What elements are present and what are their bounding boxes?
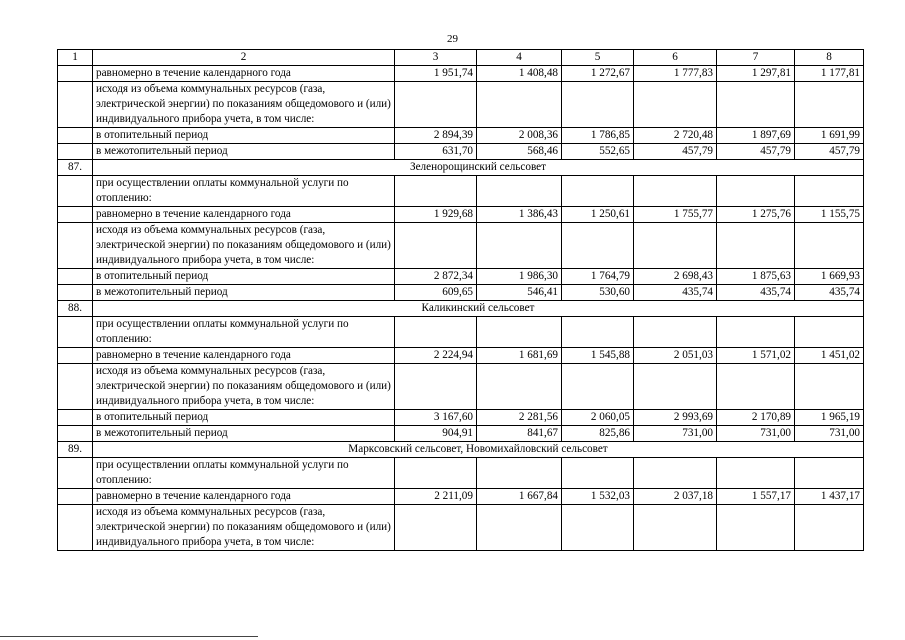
value-cell: 1 437,17: [795, 489, 864, 505]
value-cell: [562, 317, 634, 348]
value-cell: [634, 176, 717, 207]
row-number-cell: [58, 128, 93, 144]
table-row-text: [58, 317, 864, 348]
value-cell: 2 993,69: [634, 410, 717, 426]
value-cell: [634, 317, 717, 348]
row-label: в отопительный период: [93, 128, 395, 144]
row-label: в межотопительный период: [93, 426, 395, 442]
value-cell: [562, 458, 634, 489]
value-cell: 1 897,69: [717, 128, 795, 144]
table-row-text: [58, 505, 864, 551]
value-cell: [562, 364, 634, 410]
value-cell: [395, 176, 477, 207]
row-label: в отопительный период: [93, 269, 395, 285]
table-row: [58, 269, 864, 285]
value-cell: [395, 82, 477, 128]
value-cell: 457,79: [634, 144, 717, 160]
table-row: [58, 144, 864, 160]
value-cell: 2 698,43: [634, 269, 717, 285]
section-title: Каликинский сельсовет: [93, 301, 864, 317]
value-cell: 1 786,85: [562, 128, 634, 144]
value-cell: [795, 223, 864, 269]
value-cell: [634, 223, 717, 269]
row-label: исходя из объема коммунальных ресурсов (газа, электрической энергии) по показаниям общедомового и (или) индивидуального прибора учета, в том числе:: [93, 364, 395, 410]
row-number-cell: [58, 207, 93, 223]
row-number-cell: [58, 269, 93, 285]
value-cell: [795, 317, 864, 348]
value-cell: 546,41: [477, 285, 562, 301]
row-number-cell: [58, 317, 93, 348]
value-cell: 435,74: [795, 285, 864, 301]
row-number-cell: [58, 82, 93, 128]
row-number-cell: [58, 505, 93, 551]
table-row: [58, 285, 864, 301]
value-cell: [717, 505, 795, 551]
row-label: равномерно в течение календарного года: [93, 489, 395, 505]
value-cell: 841,67: [477, 426, 562, 442]
value-cell: 1 408,48: [477, 66, 562, 82]
row-number-cell: [58, 285, 93, 301]
table-row-text: [58, 82, 864, 128]
value-cell: [477, 176, 562, 207]
row-label: при осуществлении оплаты коммунальной услуги по отоплению:: [93, 317, 395, 348]
row-label: исходя из объема коммунальных ресурсов (газа, электрической энергии) по показаниям общедомового и (или) индивидуального прибора учета, в том числе:: [93, 223, 395, 269]
row-label: равномерно в течение календарного года: [93, 207, 395, 223]
header-cell: 7: [717, 50, 795, 66]
value-cell: 2 224,94: [395, 348, 477, 364]
value-cell: 2 037,18: [634, 489, 717, 505]
value-cell: 631,70: [395, 144, 477, 160]
row-number-cell: [58, 458, 93, 489]
value-cell: [395, 317, 477, 348]
value-cell: 552,65: [562, 144, 634, 160]
value-cell: 1 691,99: [795, 128, 864, 144]
value-cell: 1 272,67: [562, 66, 634, 82]
row-label: равномерно в течение календарного года: [93, 66, 395, 82]
row-number-cell: [58, 348, 93, 364]
value-cell: 1 177,81: [795, 66, 864, 82]
page-number: 29: [447, 33, 458, 45]
table-row-text: [58, 176, 864, 207]
value-cell: 1 451,02: [795, 348, 864, 364]
value-cell: [562, 505, 634, 551]
table-row: [58, 66, 864, 82]
value-cell: [795, 458, 864, 489]
header-cell: 8: [795, 50, 864, 66]
value-cell: [395, 458, 477, 489]
value-cell: 1 965,19: [795, 410, 864, 426]
table-row: [58, 426, 864, 442]
value-cell: [562, 176, 634, 207]
row-label: при осуществлении оплаты коммунальной услуги по отоплению:: [93, 176, 395, 207]
value-cell: 731,00: [717, 426, 795, 442]
value-cell: 1 667,84: [477, 489, 562, 505]
value-cell: 1 155,75: [795, 207, 864, 223]
value-cell: [717, 223, 795, 269]
row-number-cell: [58, 364, 93, 410]
value-cell: 1 386,43: [477, 207, 562, 223]
value-cell: 1 297,81: [717, 66, 795, 82]
value-cell: 1 275,76: [717, 207, 795, 223]
row-number-cell: [58, 223, 93, 269]
value-cell: 530,60: [562, 285, 634, 301]
value-cell: [717, 82, 795, 128]
value-cell: [795, 505, 864, 551]
value-cell: [562, 223, 634, 269]
value-cell: 825,86: [562, 426, 634, 442]
value-cell: 2 008,36: [477, 128, 562, 144]
section-row: [58, 160, 864, 176]
row-number-cell: [58, 144, 93, 160]
table-row: [58, 410, 864, 426]
footer-divider: [0, 636, 258, 637]
value-cell: [395, 505, 477, 551]
value-cell: 1 532,03: [562, 489, 634, 505]
value-cell: 435,74: [717, 285, 795, 301]
row-number-cell: 89.: [58, 442, 93, 458]
row-label: в межотопительный период: [93, 285, 395, 301]
value-cell: 2 281,56: [477, 410, 562, 426]
table-row-text: [58, 364, 864, 410]
row-number-cell: [58, 66, 93, 82]
value-cell: [634, 458, 717, 489]
section-title: Марксовский сельсовет, Новомихайловский сельсовет: [93, 442, 864, 458]
value-cell: 1 755,77: [634, 207, 717, 223]
row-number-cell: [58, 426, 93, 442]
row-number-cell: [58, 410, 93, 426]
section-title: Зеленорощинский сельсовет: [93, 160, 864, 176]
value-cell: 1 929,68: [395, 207, 477, 223]
value-cell: 2 894,39: [395, 128, 477, 144]
row-label: исходя из объема коммунальных ресурсов (газа, электрической энергии) по показаниям общедомового и (или) индивидуального прибора учета, в том числе:: [93, 505, 395, 551]
value-cell: 2 211,09: [395, 489, 477, 505]
value-cell: [717, 176, 795, 207]
value-cell: [795, 364, 864, 410]
header-cell: 6: [634, 50, 717, 66]
value-cell: [795, 176, 864, 207]
value-cell: [477, 364, 562, 410]
row-number-cell: 88.: [58, 301, 93, 317]
header-cell: 1: [58, 50, 93, 66]
value-cell: [477, 223, 562, 269]
row-number-cell: [58, 176, 93, 207]
row-label: в межотопительный период: [93, 144, 395, 160]
value-cell: 435,74: [634, 285, 717, 301]
section-row: [58, 301, 864, 317]
value-cell: 1 986,30: [477, 269, 562, 285]
row-number-cell: 87.: [58, 160, 93, 176]
section-row: [58, 442, 864, 458]
value-cell: [634, 505, 717, 551]
value-cell: [477, 82, 562, 128]
table-row: [58, 207, 864, 223]
value-cell: 731,00: [634, 426, 717, 442]
value-cell: [795, 82, 864, 128]
row-label: исходя из объема коммунальных ресурсов (газа, электрической энергии) по показаниям общедомового и (или) индивидуального прибора учета, в том числе:: [93, 82, 395, 128]
value-cell: 1 571,02: [717, 348, 795, 364]
row-label: при осуществлении оплаты коммунальной услуги по отоплению:: [93, 458, 395, 489]
table-row-text: [58, 458, 864, 489]
value-cell: 731,00: [795, 426, 864, 442]
table-row-text: [58, 223, 864, 269]
value-cell: 609,65: [395, 285, 477, 301]
value-cell: 1 669,93: [795, 269, 864, 285]
header-cell: 5: [562, 50, 634, 66]
value-cell: 1 875,63: [717, 269, 795, 285]
header-cell: 4: [477, 50, 562, 66]
value-cell: 457,79: [717, 144, 795, 160]
value-cell: 2 051,03: [634, 348, 717, 364]
value-cell: [395, 223, 477, 269]
table-row: [58, 128, 864, 144]
value-cell: 2 060,05: [562, 410, 634, 426]
value-cell: 3 167,60: [395, 410, 477, 426]
value-cell: [717, 458, 795, 489]
tariff-table: [57, 49, 864, 551]
value-cell: 1 951,74: [395, 66, 477, 82]
table-row: [58, 348, 864, 364]
row-label: в отопительный период: [93, 410, 395, 426]
value-cell: [477, 317, 562, 348]
value-cell: [634, 364, 717, 410]
value-cell: 1 764,79: [562, 269, 634, 285]
value-cell: 2 720,48: [634, 128, 717, 144]
value-cell: 1 681,69: [477, 348, 562, 364]
header-cell: 3: [395, 50, 477, 66]
table-row: [58, 489, 864, 505]
value-cell: [562, 82, 634, 128]
value-cell: [395, 364, 477, 410]
value-cell: 457,79: [795, 144, 864, 160]
value-cell: 904,91: [395, 426, 477, 442]
value-cell: 1 557,17: [717, 489, 795, 505]
value-cell: 1 777,83: [634, 66, 717, 82]
value-cell: [477, 505, 562, 551]
header-cell: 2: [93, 50, 395, 66]
value-cell: 568,46: [477, 144, 562, 160]
value-cell: [717, 317, 795, 348]
value-cell: 1 250,61: [562, 207, 634, 223]
row-number-cell: [58, 489, 93, 505]
value-cell: [477, 458, 562, 489]
value-cell: [717, 364, 795, 410]
value-cell: 1 545,88: [562, 348, 634, 364]
header-row: [58, 50, 864, 66]
value-cell: 2 872,34: [395, 269, 477, 285]
value-cell: [634, 82, 717, 128]
row-label: равномерно в течение календарного года: [93, 348, 395, 364]
value-cell: 2 170,89: [717, 410, 795, 426]
